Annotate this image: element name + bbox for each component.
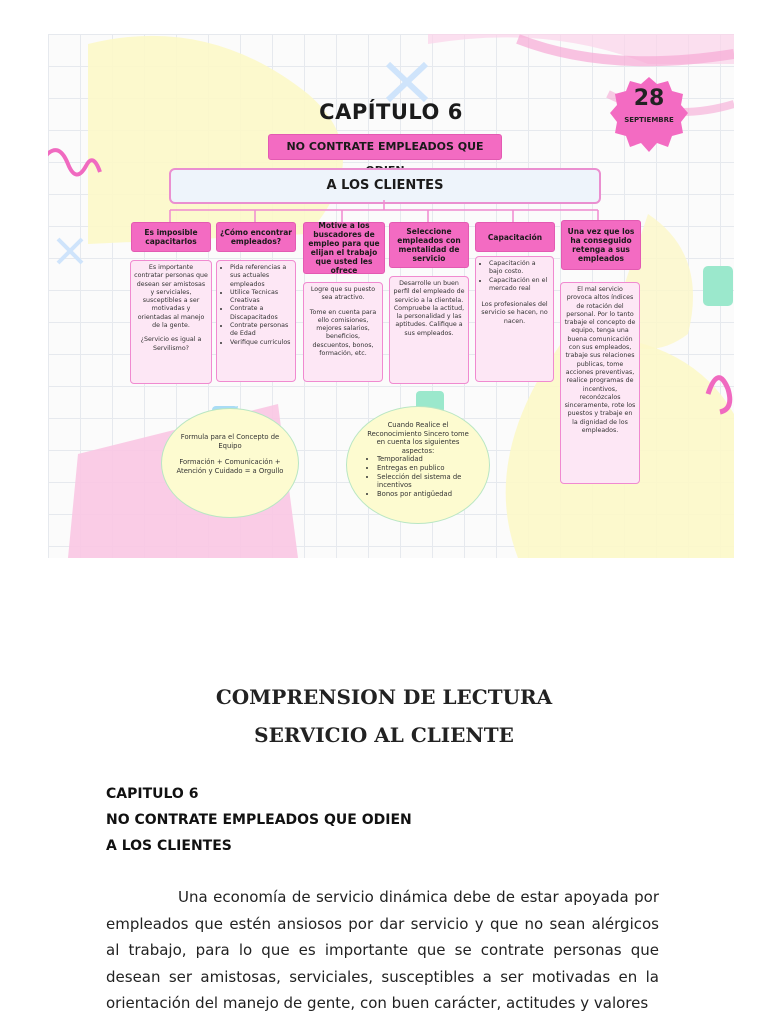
column-body-6 (560, 282, 640, 484)
column-2-bullet-1: • Pida referencias a sus actuales empleados (230, 264, 292, 289)
column-body-4 (389, 276, 469, 384)
document-heading-1: COMPRENSION DE LECTURA (215, 685, 553, 709)
date-day: 28 (633, 86, 665, 111)
circle-recognition (346, 406, 490, 524)
chapter-title: CAPÍTULO 6 (319, 100, 463, 124)
column-5-text-1: Los profesionales del servicio se hacen, no nacen. (481, 301, 548, 325)
circle-left-line-2: Formación + Comunicación + Atención y Cuidado = a Orgullo (176, 458, 284, 475)
chapter-subtitle: NO CONTRATE EMPLEADOS QUE (268, 134, 502, 160)
main-topic-box: A LOS CLIENTES (169, 168, 601, 204)
circle-center-bullet-2: • Entregas en publico (377, 464, 477, 473)
column-body-3 (303, 282, 383, 382)
column-header-3: Motive a los buscadores de empleo para que elijan el trabajo que usted les ofrece (303, 222, 385, 274)
column-1-text-1: Es importante contratar personas que desean ser amistosas y serviciales, susceptibles a ser motivadas y orientadas al manejo de la gente. (134, 264, 208, 330)
column-header-5: Capacitación (475, 222, 555, 252)
circle-center-bullet-1: • Temporalidad (377, 455, 477, 464)
section-title-line-2: NO CONTRATE EMPLEADOS QUE ODIEN (106, 812, 412, 828)
column-header-4: Seleccione empleados con mentalidad de servicio (389, 222, 469, 268)
column-header-2: ¿Cómo encontrar empleados? (216, 222, 296, 252)
date-month: SEPTIEMBRE (624, 116, 674, 124)
column-3-text-1: Logre que su puesto sea atractivo. (310, 286, 376, 302)
column-1-text-2: ¿Servicio es igual a Servilismo? (140, 336, 202, 352)
column-2-bullet-4: • Contrate personas de Edad (230, 322, 292, 339)
column-3-text-2: Tome en cuenta para ello comisiones, mejores salarios, beneficios, descuentos, bonos, formación, etc. (309, 308, 377, 358)
document-heading-2: SERVICIO AL CLIENTE (254, 723, 514, 747)
circle-team-formula (161, 408, 299, 518)
column-2-bullet-5: • Verifique curriculos (230, 339, 292, 347)
body-paragraph: Una economía de servicio dinámica debe de estar apoyada por empleados que estén ansiosos por dar servicio y que no sean alérgicos al trabajo, para lo que es importante que se contrate personas que desean ser amistosas, serviciales, susceptibles a ser motivadas en la orientación del manejo de gente, con buen carácter, actitudes y valores (106, 888, 659, 1012)
column-2-bullet-3: • Contrate a Discapacitados (230, 305, 292, 322)
circle-center-intro: Cuando Realice el Reconocimiento Sincero tome en cuenta los siguientes aspectos: (367, 421, 469, 455)
circle-left-line-1: Formula para el Concepto de Equipo (180, 433, 280, 450)
column-header-1: Es imposible capacitarlos (131, 222, 211, 252)
column-body-5 (475, 256, 554, 382)
infographic-figure (48, 34, 734, 558)
column-5-bullet-2: • Capacitación en el mercado real (489, 277, 550, 294)
section-title-line-3: A LOS CLIENTES (106, 838, 232, 854)
circle-center-bullet-4: • Bonos por antigüedad (377, 490, 477, 499)
column-4-text-1: Desarrolle un buen perfil del empleado de servicio a la clientela. Compruebe la actitud, la personalidad y las aptitudes. Califique a sus empleados. (393, 280, 465, 337)
circle-center-bullet-3: • Selección del sistema de incentivos (377, 473, 477, 490)
column-header-6: Una vez que los ha conseguido retenga a sus empleados (561, 220, 641, 270)
column-6-text-1: El mal servicio provoca altos índices de rotación del personal. Por lo tanto trabaje el concepto de equipo, tenga una buena comunicación con sus empleados, trabaje sus relaciones publicas, tome acciones preventivas, realice programas de incentivos, reconózcalos sinceramente, rote los puestos y trabaje en la dignidad de los empleados. (564, 286, 636, 435)
column-2-bullet-2: • Utilice Tecnicas Creativas (230, 289, 292, 306)
column-body-1 (130, 260, 212, 384)
column-body-2 (216, 260, 296, 382)
section-title-line-1: CAPITULO 6 (106, 786, 199, 802)
column-5-bullet-1: • Capacitación a bajo costo. (489, 260, 550, 277)
